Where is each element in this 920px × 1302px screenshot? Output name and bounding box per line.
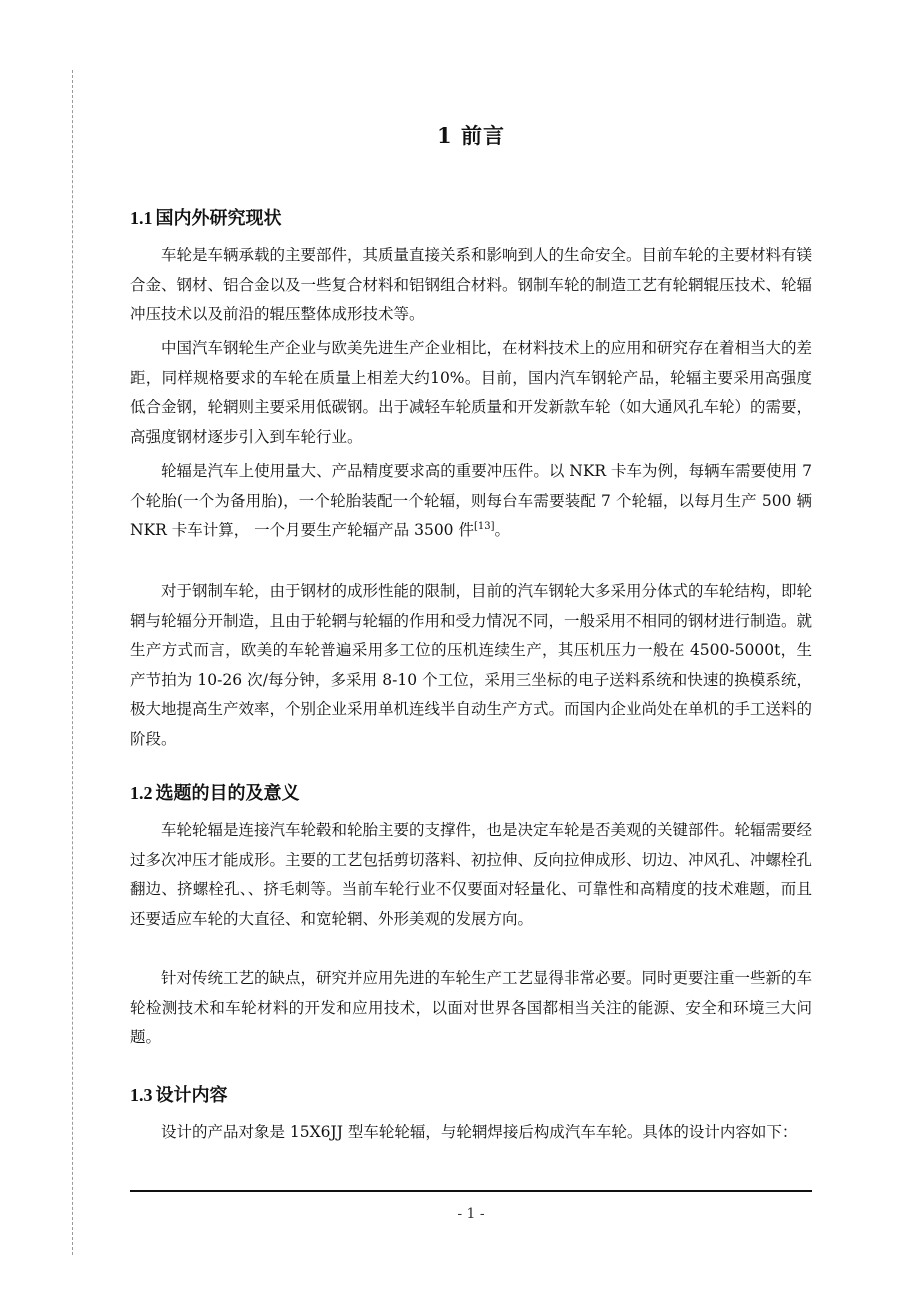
binding-margin-line — [72, 70, 73, 1255]
section-number: 1.3 — [130, 1085, 153, 1105]
paragraph — [130, 457, 812, 546]
section-number: 1.2 — [130, 783, 153, 803]
citation-reference: [13] — [473, 520, 495, 532]
paragraph: 中国汽车钢轮生产企业与欧美先进生产企业相比，在材料技术上的应用和研究存在着相当大的差距，同样规格要求的车轮在质量上相差大约10%。目前，国内汽车钢轮产品，轮辐主要采用高强度低合金钢，轮辋则主要采用低碳钢。出于减轻车轮质量和开发新款车轮（如大通风孔车轮）的需要，高强度钢材逐步引入到车轮行业。 — [130, 339, 813, 446]
paragraph: 针对传统工艺的缺点，研究并应用先进的车轮生产工艺显得非常必要。同时更要注重一些新的车轮检测技术和车轮材料的开发和应用技术，以面对世界各国都相当关注的能源、安全和环境三大问题。 — [130, 969, 813, 1046]
section-number: 1.1 — [130, 208, 153, 228]
section-title-text: 设计内容 — [155, 1085, 228, 1106]
section-heading-1-3 — [130, 1081, 228, 1107]
paragraph: 车轮轮辐是连接汽车轮毂和轮胎主要的支撑件，也是决定车轮是否美观的关键部件。轮辐需要经过多次冲压才能成形。主要的工艺包括剪切落料、初拉伸、反向拉伸成形、切边、冲风孔、冲螺栓孔翻边、挤螺栓孔、、挤毛刺等。当前车轮行业不仅要面对轻量化、可靠性和高精度的技术难题，而且还要适应车轮的大直径、和宽轮辋、外形美观的发展方向。 — [130, 821, 813, 928]
section-heading-1-2 — [130, 779, 300, 805]
citation-suffix: 。 — [494, 521, 511, 539]
section-title-text: 国内外研究现状 — [155, 208, 282, 229]
paragraph: 对于钢制车轮，由于钢材的成形性能的限制，目前的汽车钢轮大多采用分体式的车轮结构，即轮辋与轮辐分开制造，且由于轮辋与轮辐的作用和受力情况不同，一般采用不相同的钢材进行制造。就生产方式而言，欧美的车轮普遍采用多工位的压机连续生产，其压机压力一般在 4500-5000t，生产节拍为 10-26 次/每分钟，多采用 8-10 个工位，采用三坐标的电子送料系统和快速的换模系统，极大地提高生产效率，个别企业采用单机连线半自动生产方式。而国内企业尚处在单机的手工送料的阶段。 — [130, 582, 813, 748]
chapter-title: 1 前言 — [437, 123, 505, 148]
paragraph-text: 轮辐是汽车上使用量大、产品精度要求高的重要冲压件。以 NKR 卡车为例，每辆车需要使用 7 个轮胎(一个为备用胎)，一个轮胎装配一个轮辐，则每台车需要装配 7 个轮辐，以每月生产 500 辆 NKR 卡车计算， 一个月要生产轮辐产品 3500 件 — [130, 462, 812, 539]
page-number: - 1 - — [457, 1206, 485, 1222]
section-title-text: 选题的目的及意义 — [155, 783, 300, 804]
paragraph: 车轮是车辆承载的主要部件，其质量直接关系和影响到人的生命安全。目前车轮的主要材料有镁合金、钢材、铝合金以及一些复合材料和铝钢组合材料。钢制车轮的制造工艺有轮辋辊压技术、轮辐冲压技术以及前沿的辊压整体成形技术等。 — [130, 246, 813, 323]
section-heading-1-1 — [130, 204, 282, 230]
paragraph: 设计的产品对象是 15X6JJ 型车轮轮辐，与轮辋焊接后构成汽车车轮。具体的设计内容如下： — [161, 1123, 798, 1141]
footer-rule — [130, 1190, 812, 1192]
